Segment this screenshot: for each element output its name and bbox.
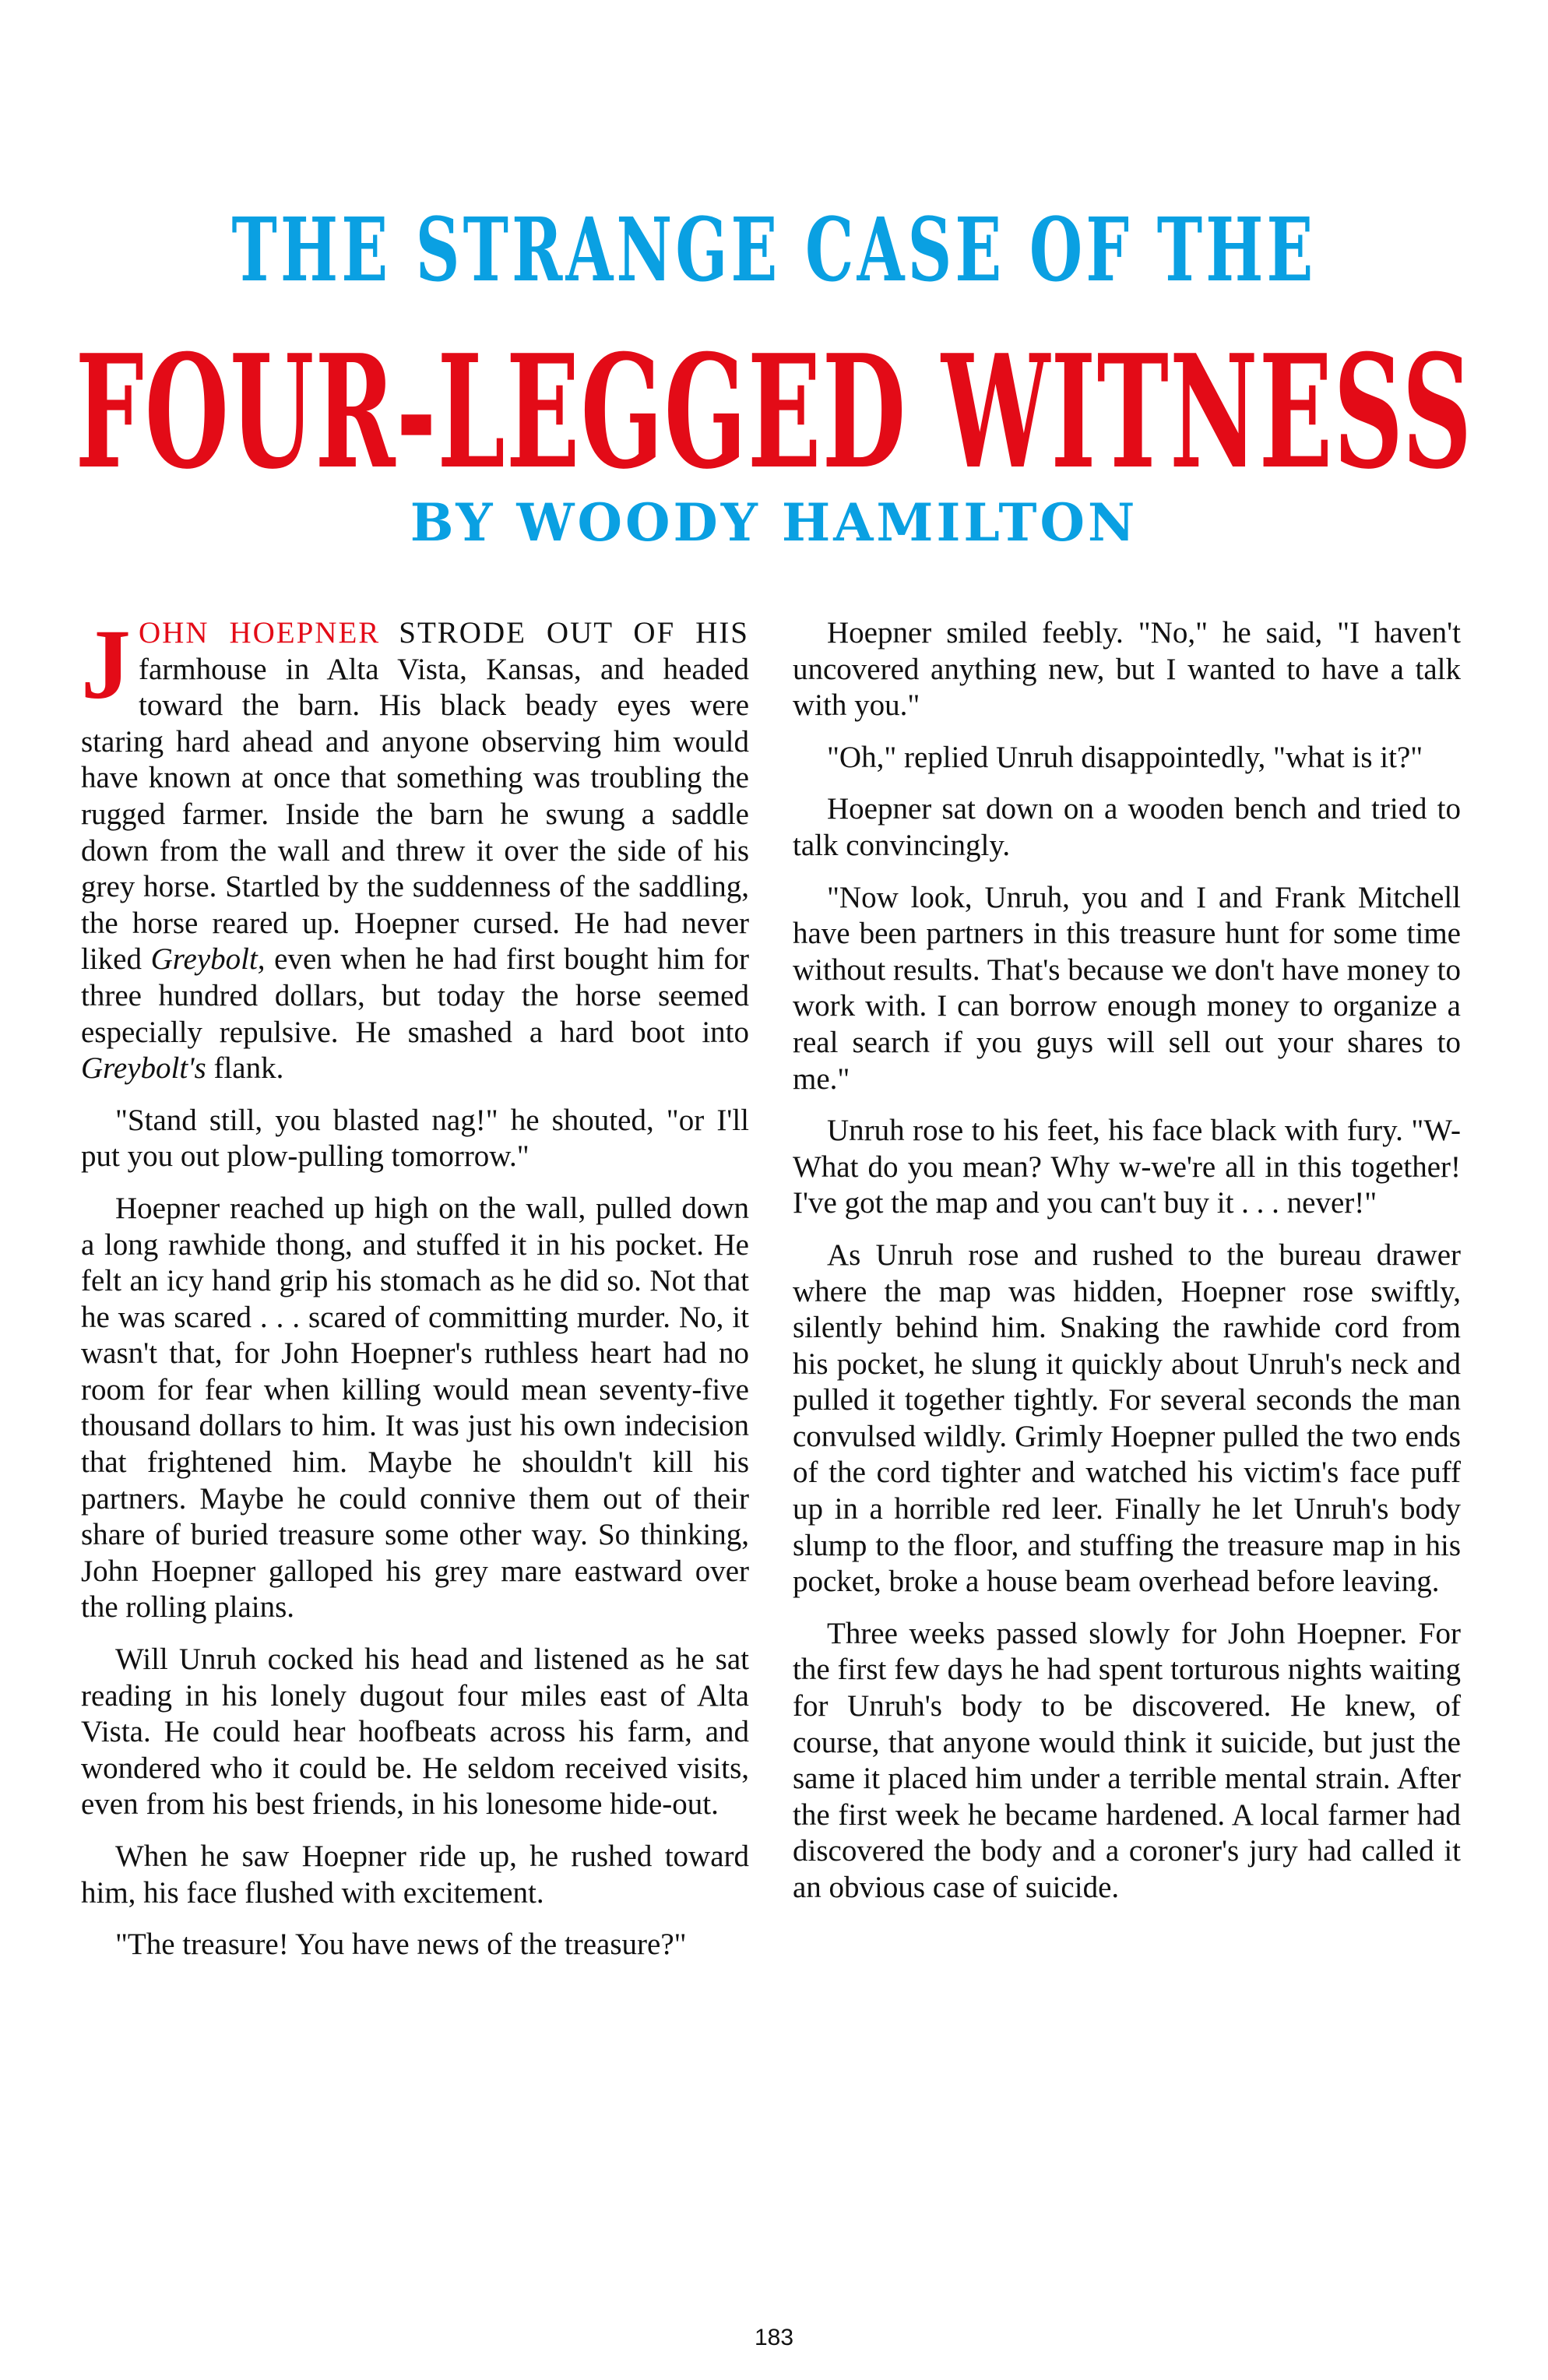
lead-caps: STRODE OUT OF HIS <box>399 616 749 650</box>
paragraph: Hoepner reached up high on the wall, pulled down a long rawhide thong, and stuffed it in his pocket. He felt an icy hand grip his stomach as he did so. Not that he was scared . . . scared of committing murder. No, it wasn't that, for John Hoepner's ruthless heart had no room for fear when killing would mean seventy-five thousand dollars to him. It was just his own indecision that frightened him. Maybe he shouldn't kill his partners. Maybe he could connive them out of their share of buried treasure some other way. So thinking, John Hoepner galloped his grey mare eastward over the rolling plains. <box>81 1191 749 1625</box>
paragraph: As Unruh rose and rushed to the bureau drawer where the map was hidden, Hoepner rose swiftly, silently behind him. Snaking the rawhide cord from his pocket, he slung it quickly about Unruh's neck and pulled it together tightly. For several seconds the man convulsed wildly. Grimly Hoepner pulled the two ends of the cord tighter and watched his victim's face puff up in a horrible red leer. Finally he let Unruh's body slump to the floor, and stuffing the treasure map in his pocket, broke a house beam overhead before leaving. <box>793 1238 1461 1599</box>
paragraph: Hoepner smiled feebly. "No," he said, "I haven't uncovered anything new, but I wanted to have a talk with you." <box>793 616 1461 723</box>
paragraph-text: flank. <box>213 1051 284 1086</box>
byline: BY WOODY HAMILTON <box>410 492 1138 553</box>
paragraph: Will Unruh cocked his head and listened as he sat reading in his lonely dugout four miles east of Alta Vista. He could hear hoofbeats across his farm, and wondered who it could be. He seldom received visits, even from his best friends, in his lonesome hide-out. <box>81 1642 749 1822</box>
page-number: 183 <box>754 2325 794 2350</box>
opening-paragraph <box>81 609 750 1087</box>
horse-name: Greybolt's <box>81 1051 206 1086</box>
lead-name: OHN HOEPNER <box>139 616 381 650</box>
title-line-2: FOUR-LEGGED WITNESS <box>75 321 1473 504</box>
right-column <box>793 615 1461 1922</box>
paragraph-text: even when he had first bought him for three hundred dollars, but today the horse seemed especially repulsive. He smashed a hard boot into <box>81 942 750 1049</box>
paragraph: "Now look, Unruh, you and I and Frank Mitchell have been partners in this treasure hunt for some time without results. That's because we don't have money to work with. I can borrow enough money to organize a real search if you guys will sell out your shares to me." <box>793 880 1461 1096</box>
paragraph: "Oh," replied Unruh disappointedly, "what is it?" <box>827 740 1423 774</box>
paragraph: "Stand still, you blasted nag!" he shouted, "or I'll put you out plow-pulling tomorrow." <box>81 1103 749 1174</box>
paragraph: When he saw Hoepner ride up, he rushed toward him, his face flushed with excitement. <box>81 1840 749 1910</box>
left-column <box>81 609 750 1979</box>
paragraph: Three weeks passed slowly for John Hoepner. For the first few days he had spent torturous nights waiting for Unruh's body to be discovered. He knew, of course, that anyone would think it suicide, but just the same it placed him under a terrible mental strain. After the first week he became hardened. A local farmer had discovered the body and a coroner's jury had called it an obvious case of suicide. <box>793 1616 1461 1904</box>
paragraph: Hoepner sat down on a wooden bench and tried to talk convincingly. <box>793 792 1461 862</box>
paragraph: Unruh rose to his feet, his face black with fury. "W-What do you mean? Why w-we're all in this together! I've got the map and you can't buy it . . . never!" <box>793 1114 1461 1220</box>
paragraph: "The treasure! You have news of the treasure?" <box>115 1928 687 1962</box>
title-line-1: THE STRANGE CASE OF THE <box>231 199 1317 301</box>
horse-name: Greybolt, <box>150 942 266 977</box>
paragraph-text: farmhouse in Alta Vista, Kansas, and headed toward the barn. His black beady eyes were staring hard ahead and anyone observing him would have known at once that something was troubling the rugged farmer. Inside the barn he swung a saddle down from the wall and threw it over the side of his grey horse. Startled by the suddenness of the saddling, the horse reared up. Hoepner cursed. He had never liked <box>81 652 749 977</box>
drop-cap: J <box>81 609 131 720</box>
